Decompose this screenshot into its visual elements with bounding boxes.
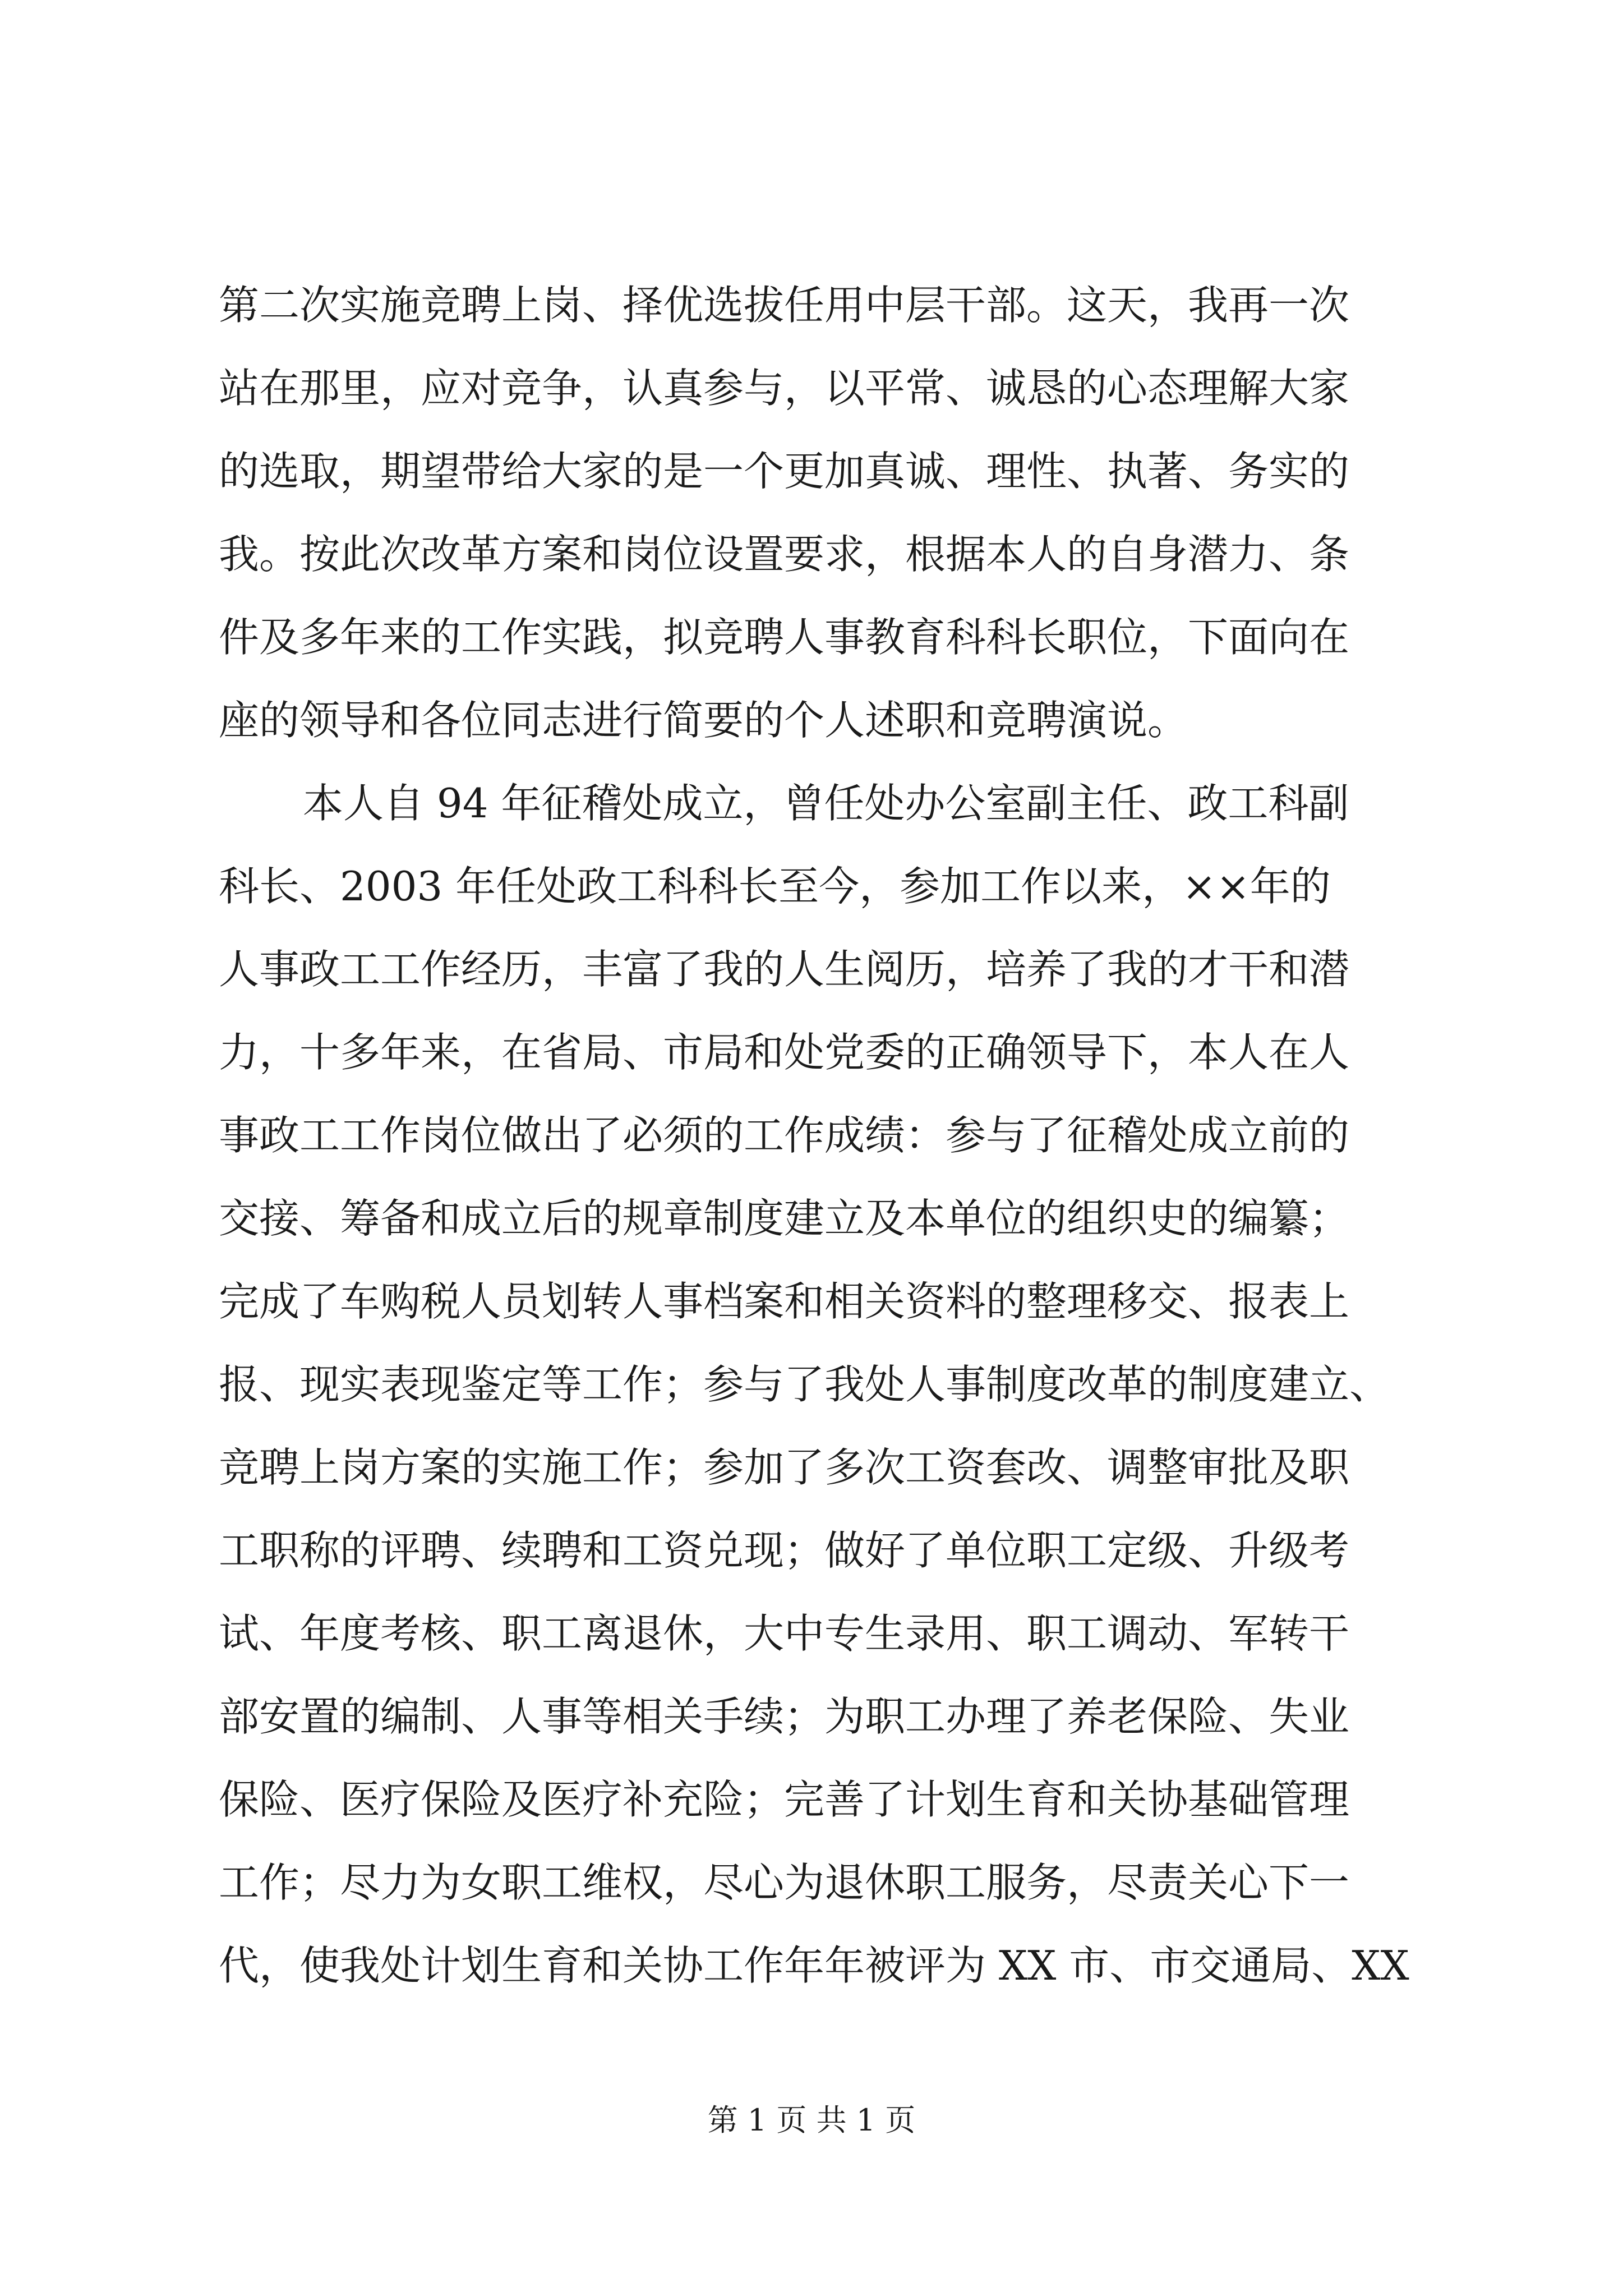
text-line: 工作；尽力为女职工维权，尽心为退休职工服务，尽责关心下一 (219, 1859, 1350, 1906)
text-line: 我。按此次改革方案和岗位设置要求，根据本人的自身潜力、条 (219, 531, 1350, 578)
text-line: 力，十多年来，在省局、市局和处党委的正确领导下，本人在人 (219, 1029, 1350, 1076)
paragraph-1 (219, 264, 1424, 762)
text-line: 试、年度考核、职工离退休，大中专生录用、职工调动、军转干 (219, 1610, 1350, 1657)
page-number-footer: 第 1 页 共 1 页 (707, 2102, 916, 2138)
text-line: 完成了车购税人员划转人事档案和相关资料的整理移交、报表上 (219, 1278, 1350, 1325)
text-line: 竞聘上岗方案的实施工作；参加了多次工资套改、调整审批及职 (219, 1444, 1350, 1491)
text-line: 第二次实施竞聘上岗、择优选拔任用中层干部。这天，我再一次 (219, 282, 1350, 329)
text-line: 站在那里，应对竞争，认真参与，以平常、诚恳的心态理解大家 (219, 365, 1350, 412)
text-line: 部安置的编制、人事等相关手续；为职工办理了养老保险、失业 (219, 1693, 1350, 1740)
text-line: 件及多年来的工作实践，拟竞聘人事教育科科长职位，下面向在 (219, 614, 1350, 661)
text-line: 人事政工工作经历，丰富了我的人生阅历，培养了我的才干和潜 (219, 946, 1350, 993)
document-body (219, 264, 1424, 2007)
text-line: 交接、筹备和成立后的规章制度建立及本单位的组织史的编纂； (219, 1195, 1350, 1242)
text-line: 工职称的评聘、续聘和工资兑现；做好了单位职工定级、升级考 (219, 1527, 1350, 1574)
paragraph-2 (219, 762, 1424, 2007)
text-line: 事政工工作岗位做出了必须的工作成绩：参与了征稽处成立前的 (219, 1112, 1350, 1159)
text-line: 科长、2003 年任处政工科科长至今，参加工作以来，××年的 (219, 863, 1331, 910)
text-line: 保险、医疗保险及医疗补充险；完善了计划生育和关协基础管理 (219, 1776, 1350, 1823)
text-line: 本人自 94 年征稽处成立，曾任处办公室副主任、政工科副 (303, 780, 1349, 827)
text-line: 座的领导和各位同志进行简要的个人述职和竞聘演说。 (219, 697, 1188, 744)
text-line: 代，使我处计划生育和关协工作年年被评为 XX 市、市交通局、XX (219, 1942, 1409, 1989)
text-line: 报、现实表现鉴定等工作；参与了我处人事制度改革的制度建立、 (219, 1361, 1390, 1408)
text-line: 的选取，期望带给大家的是一个更加真诚、理性、执著、务实的 (219, 448, 1350, 495)
